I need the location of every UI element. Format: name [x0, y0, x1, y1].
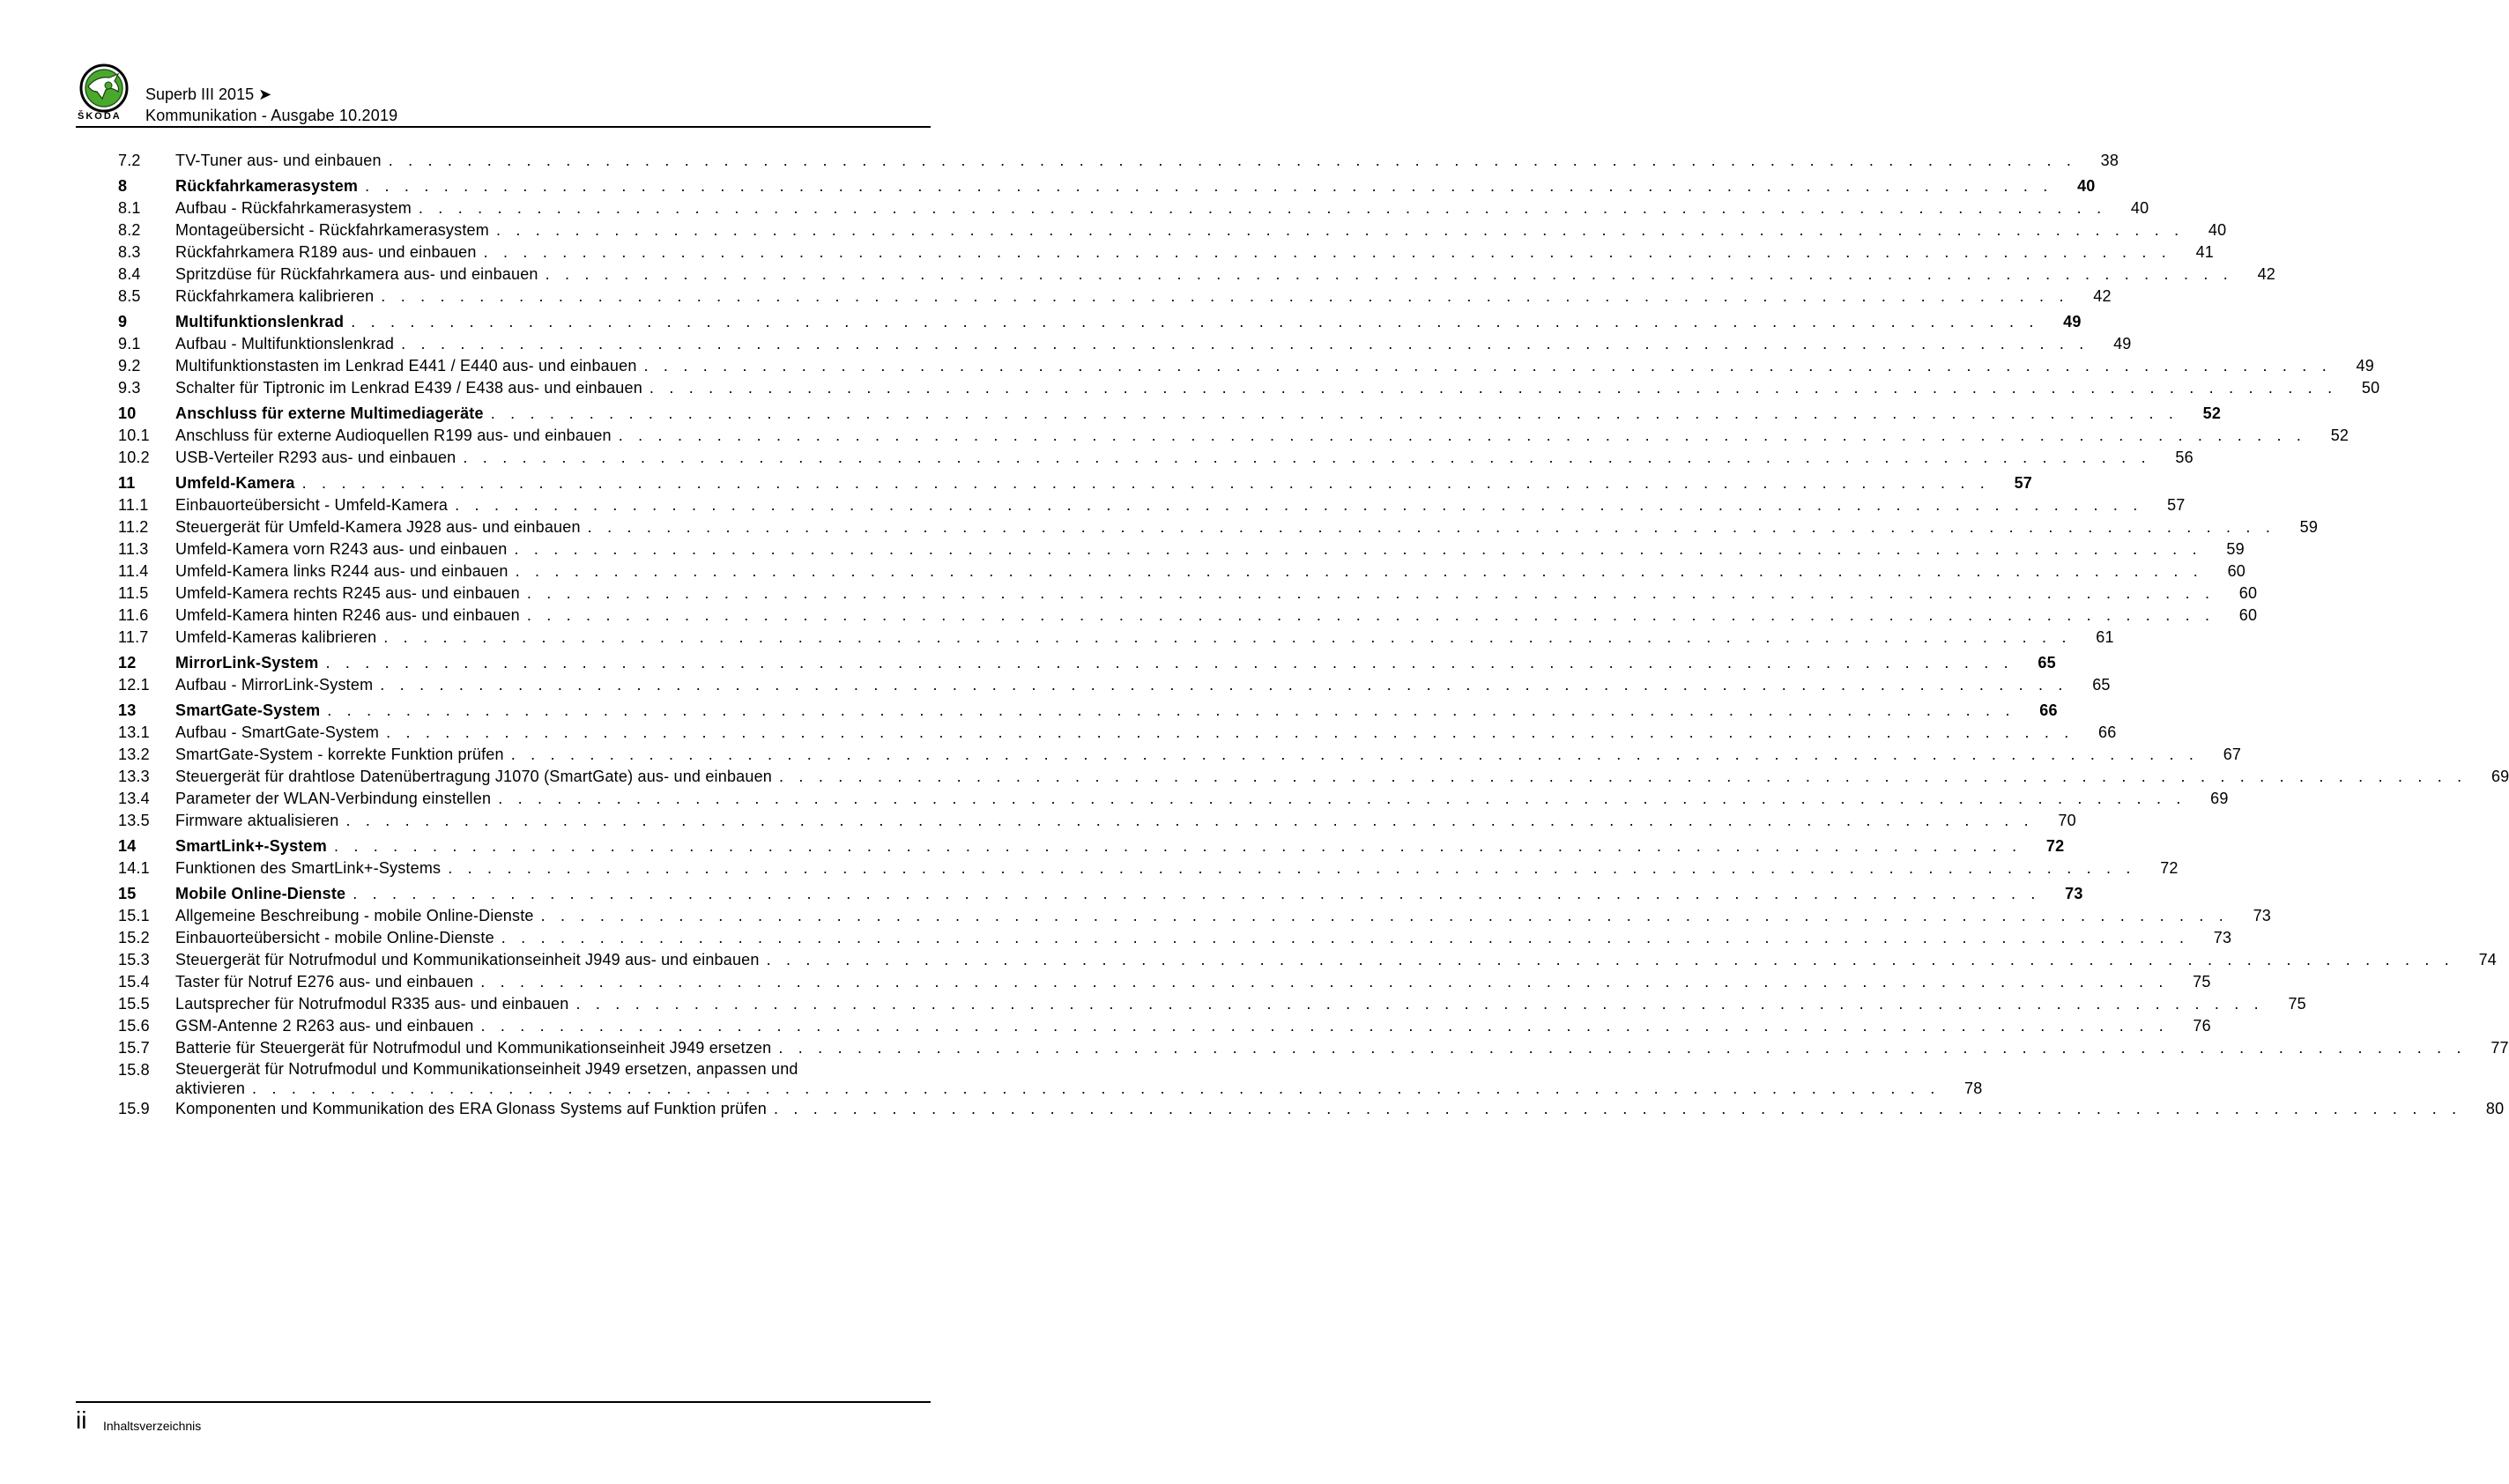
toc-page-number: 66: [2098, 723, 2117, 741]
toc-title: Spritzdüse für Rückfahrkamera aus- und einbauen: [175, 263, 546, 286]
toc-entry-row[interactable]: [118, 971, 2211, 993]
toc-page-number: 76: [2193, 1017, 2211, 1035]
dot-leader: . . . . . . . . . . . . . . . . . . . . . . . . . . . . . . . . . . . . . . . . . . . . . . . . . . . . . . . . . . . . . . . . . . . . . . . . . . . . . . . . . . . . . .: [490, 404, 2179, 422]
header-subtitle: Kommunikation - Ausgabe 10.2019: [145, 107, 398, 124]
toc-title: Anschluss für externe Multimediageräte: [175, 403, 491, 425]
toc-title: Steuergerät für Notrufmodul und Kommunikationseinheit J949 ersetzen, anpassen und: [175, 1060, 798, 1078]
toc-chapter-row[interactable]: [118, 883, 2083, 905]
toc-number: 15.2: [118, 929, 150, 946]
toc-title: Steuergerät für drahtlose Datenübertragung J1070 (SmartGate) aus- und einbauen: [175, 766, 779, 788]
toc-number: 15.5: [118, 995, 150, 1013]
dot-leader: . . . . . . . . . . . . . . . . . . . . . . . . . . . . . . . . . . . . . . . . . . . . . . . . . . . . . . . . . . . . . . . . . . . . . . . . . . . . . . . . . . . . . .: [448, 859, 2136, 877]
toc-number: 13: [118, 701, 137, 719]
toc-number: 9.3: [118, 379, 141, 397]
toc-page-number: 40: [2208, 221, 2227, 239]
toc-entry-row[interactable]: [118, 627, 2114, 649]
toc-entry-row[interactable]: [118, 286, 2112, 308]
toc-entry-row[interactable]: [118, 1059, 1983, 1098]
dot-leader: . . . . . . . . . . . . . . . . . . . . . . . . . . . . . . . . . . . . . . . . . . . . . . . . . . . . . . . . . . . . . . . . . . . . . . . . . . . . . . . . . . . . . .: [526, 584, 2216, 602]
toc-page-number: 75: [2288, 995, 2306, 1013]
toc-title: Aufbau - Rückfahrkamerasystem: [175, 197, 419, 219]
toc-title: Multifunktionslenkrad: [175, 311, 351, 333]
toc-title: Multifunktionstasten im Lenkrad E441 / E440 aus- und einbauen: [175, 355, 644, 377]
toc-title: Steuergerät für Umfeld-Kamera J928 aus- und einbauen: [175, 516, 588, 538]
toc-entry-row[interactable]: [118, 1037, 2509, 1059]
toc-entry-row[interactable]: [118, 333, 2132, 355]
toc-entry-row[interactable]: [118, 744, 2242, 766]
toc-number: 8.5: [118, 287, 141, 305]
toc-number: 8.3: [118, 243, 141, 261]
toc-entry-row[interactable]: [118, 241, 2214, 263]
toc-page-number: 75: [2193, 973, 2211, 991]
toc-entry-row[interactable]: [118, 494, 2186, 516]
toc-page-number: 67: [2223, 746, 2242, 763]
toc-title: Umfeld-Kamera vorn R243 aus- und einbauen: [175, 538, 514, 560]
toc-number: 13.5: [118, 812, 150, 829]
toc-title: Funktionen des SmartLink+-Systems: [175, 857, 448, 879]
toc-title: Allgemeine Beschreibung - mobile Online-Dienste: [175, 905, 541, 927]
toc-title: Rückfahrkamerasystem: [175, 175, 365, 197]
page-header: [76, 62, 931, 128]
table-of-contents: [118, 150, 2509, 1120]
dot-leader: . . . . . . . . . . . . . . . . . . . . . . . . . . . . . . . . . . . . . . . . . . . . . . . . . . . . . . . . . . . . . . . . . . . . . . . . . . . . . . . . . . . . . .: [480, 973, 2169, 991]
toc-chapter-row[interactable]: [118, 472, 2033, 494]
dot-leader: . . . . . . . . . . . . . . . . . . . . . . . . . . . . . . . . . . . . . . . . . . . . . . . . . . . . . . . . . . . . . . . . . . . . . . . . . . . . . . . . . . . . . .: [480, 1017, 2169, 1035]
toc-entry-row[interactable]: [118, 949, 2497, 971]
toc-page-number: 80: [2485, 1100, 2505, 1117]
toc-entry-row[interactable]: [118, 927, 2232, 949]
toc-number: 10.1: [118, 427, 150, 444]
toc-entry-row[interactable]: [118, 355, 2374, 377]
toc-number: 11: [118, 474, 136, 492]
toc-number: 10.2: [118, 449, 150, 466]
toc-number: 11.5: [118, 584, 149, 602]
dot-leader: . . . . . . . . . . . . . . . . . . . . . . . . . . . . . . . . . . . . . . . . . . . . . . . . . . . . . . . . . . . . . . . . . . . . . . . . . . . . . . . . . . . . . .: [252, 1080, 1941, 1097]
toc-page-number: 41: [2195, 243, 2214, 261]
dot-leader: . . . . . . . . . . . . . . . . . . . . . . . . . . . . . . . . . . . . . . . . . . . . . . . . . . . . . . . . . . . . . . . . . . . . . . . . . . . . . . . . . . . . . .: [483, 243, 2171, 261]
toc-entry-row[interactable]: [118, 219, 2227, 241]
toc-title: Montageübersicht - Rückfahrkamerasystem: [175, 219, 496, 241]
toc-page-number: 69: [2490, 768, 2509, 785]
dot-leader: . . . . . . . . . . . . . . . . . . . . . . . . . . . . . . . . . . . . . . . . . . . . . . . . . . . . . . . . . . . . . . . . . . . . . . . . . . . . . . . . . . . . . .: [575, 995, 2264, 1013]
toc-title: Batterie für Steuergerät für Notrufmodul und Kommunikationseinheit J949 ersetzen: [175, 1037, 778, 1059]
toc-entry-row[interactable]: [118, 788, 2229, 810]
toc-page-number: 59: [2226, 540, 2245, 558]
dot-leader: . . . . . . . . . . . . . . . . . . . . . . . . . . . . . . . . . . . . . . . . . . . . . . . . . . . . . . . . . . . . . . . . . . . . . . . . . . . . . . . . . . . . . .: [649, 379, 2338, 397]
dot-leader: . . . . . . . . . . . . . . . . . . . . . . . . . . . . . . . . . . . . . . . . . . . . . . . . . . . . . . . . . . . . . . . . . . . . . . . . . . . . . . . . . . . . . .: [386, 723, 2075, 741]
dot-leader: . . . . . . . . . . . . . . . . . . . . . . . . . . . . . . . . . . . . . . . . . . . . . . . . . . . . . . . . . . . . . . . . . . . . . . . . . . . . . . . . . . . . . .: [515, 562, 2203, 580]
dot-leader: . . . . . . . . . . . . . . . . . . . . . . . . . . . . . . . . . . . . . . . . . . . . . . . . . . . . . . . . . . . . . . . . . . . . . . . . . . . . . . . . . . . . . .: [498, 790, 2186, 807]
toc-page-number: 49: [2356, 357, 2374, 375]
toc-page-number: 38: [2100, 152, 2119, 169]
toc-number: 15.6: [118, 1017, 150, 1035]
toc-title: Aufbau - MirrorLink-System: [175, 674, 380, 696]
dot-leader: . . . . . . . . . . . . . . . . . . . . . . . . . . . . . . . . . . . . . . . . . . . . . . . . . . . . . . . . . . . . . . . . . . . . . . . . . . . . . . . . . . . . . .: [545, 265, 2233, 283]
toc-number: 11.3: [118, 540, 149, 558]
toc-number: 10: [118, 404, 137, 422]
toc-title: Mobile Online-Dienste: [175, 883, 353, 905]
toc-entry-row[interactable]: [118, 516, 2319, 538]
toc-title: TV-Tuner aus- und einbauen: [175, 150, 389, 172]
toc-page-number: 60: [2238, 584, 2258, 602]
toc-page-number: 78: [1964, 1080, 1983, 1097]
toc-title: Steuergerät für Notrufmodul und Kommunikationseinheit J949 aus- und einbauen: [175, 949, 767, 971]
toc-number: 12: [118, 654, 137, 672]
toc-entry-row[interactable]: [118, 810, 2076, 832]
dot-leader: . . . . . . . . . . . . . . . . . . . . . . . . . . . . . . . . . . . . . . . . . . . . . . . . . . . . . . . . . . . . . . . . . . . . . . . . . . . . . . . . . . . . . .: [383, 628, 2072, 646]
toc-page-number: 73: [2065, 885, 2083, 902]
toc-chapter-row[interactable]: [118, 175, 2096, 197]
toc-page-number: 65: [2038, 654, 2056, 672]
dot-leader: . . . . . . . . . . . . . . . . . . . . . . . . . . . . . . . . . . . . . . . . . . . . . . . . . . . . . . . . . . . . . . . . . . . . . . . . . . . . . . . . . . . . . .: [778, 1039, 2467, 1057]
skoda-arrow-icon: [79, 63, 129, 113]
toc-number: 14.1: [118, 859, 150, 877]
dot-leader: . . . . . . . . . . . . . . . . . . . . . . . . . . . . . . . . . . . . . . . . . . . . . . . . . . . . . . . . . . . . . . . . . . . . . . . . . . . . . . . . . . . . . .: [401, 335, 2090, 352]
toc-page-number: 60: [2238, 606, 2258, 624]
toc-number: 9.1: [118, 335, 141, 352]
toc-number: 13.4: [118, 790, 150, 807]
toc-title: GSM-Antenne 2 R263 aus- und einbauen: [175, 1015, 480, 1037]
toc-title: Umfeld-Kamera links R244 aus- und einbauen: [175, 560, 516, 582]
toc-title: SmartGate-System: [175, 700, 327, 722]
toc-title: Komponenten und Kommunikation des ERA Glonass Systems auf Funktion prüfen: [175, 1098, 774, 1120]
toc-page-number: 70: [2058, 812, 2076, 829]
toc-title: Umfeld-Kamera rechts R245 aus- und einbauen: [175, 582, 527, 605]
toc-entry-row[interactable]: [118, 857, 2179, 879]
toc-number: 13.3: [118, 768, 150, 785]
dot-leader: . . . . . . . . . . . . . . . . . . . . . . . . . . . . . . . . . . . . . . . . . . . . . . . . . . . . . . . . . . . . . . . . . . . . . . . . . . . . . . . . . . . . . .: [418, 199, 2107, 217]
toc-number: 11.1: [118, 496, 149, 514]
toc-page-number: 65: [2092, 676, 2111, 694]
toc-title-continuation: aktivieren: [175, 1079, 252, 1098]
toc-page-number: 52: [2202, 404, 2222, 422]
dot-leader: . . . . . . . . . . . . . . . . . . . . . . . . . . . . . . . . . . . . . . . . . . . . . . . . . . . . . . . . . . . . . . . . . . . . . . . . . . . . . . . . . . . . . .: [779, 768, 2468, 785]
toc-title: Parameter der WLAN-Verbindung einstellen: [175, 788, 498, 810]
toc-title: SmartLink+-System: [175, 835, 334, 857]
toc-entry-row[interactable]: [118, 722, 2117, 744]
toc-entry-row[interactable]: [118, 1015, 2211, 1037]
dot-leader: . . . . . . . . . . . . . . . . . . . . . . . . . . . . . . . . . . . . . . . . . . . . . . . . . . . . . . . . . . . . . . . . . . . . . . . . . . . . . . . . . . . . . .: [618, 427, 2307, 444]
toc-page-number: 49: [2113, 335, 2132, 352]
toc-entry-row[interactable]: [118, 197, 2149, 219]
toc-number: 15.4: [118, 973, 150, 991]
toc-chapter-row[interactable]: [118, 835, 2065, 857]
toc-page-number: 77: [2490, 1039, 2509, 1057]
toc-number: 9: [118, 313, 128, 330]
header-rule: [76, 126, 931, 128]
toc-page-number: 42: [2257, 265, 2275, 283]
toc-page-number: 73: [2213, 929, 2232, 946]
toc-number: 8: [118, 177, 128, 195]
footer-rule: [76, 1401, 931, 1403]
toc-chapter-row[interactable]: [118, 311, 2082, 333]
toc-number: 15.8: [118, 1061, 150, 1079]
toc-page-number: 49: [2063, 313, 2082, 330]
dot-leader: . . . . . . . . . . . . . . . . . . . . . . . . . . . . . . . . . . . . . . . . . . . . . . . . . . . . . . . . . . . . . . . . . . . . . . . . . . . . . . . . . . . . . .: [380, 676, 2068, 694]
dot-leader: . . . . . . . . . . . . . . . . . . . . . . . . . . . . . . . . . . . . . . . . . . . . . . . . . . . . . . . . . . . . . . . . . . . . . . . . . . . . . . . . . . . . . .: [540, 907, 2229, 924]
toc-page-number: 52: [2330, 427, 2349, 444]
toc-number: 8.4: [118, 265, 141, 283]
toc-entry-row[interactable]: [118, 766, 2509, 788]
toc-number: 12.1: [118, 676, 150, 694]
toc-entry-row[interactable]: [118, 425, 2349, 447]
dot-leader: . . . . . . . . . . . . . . . . . . . . . . . . . . . . . . . . . . . . . . . . . . . . . . . . . . . . . . . . . . . . . . . . . . . . . . . . . . . . . . . . . . . . . .: [327, 701, 2015, 719]
toc-chapter-row[interactable]: [118, 403, 2222, 425]
toc-entry-row[interactable]: [118, 560, 2245, 582]
toc-page-number: 74: [2478, 951, 2497, 968]
toc-title: Schalter für Tiptronic im Lenkrad E439 / E438 aus- und einbauen: [175, 377, 650, 399]
toc-number: 11.6: [118, 606, 149, 624]
toc-page-number: 61: [2096, 628, 2114, 646]
dot-leader: . . . . . . . . . . . . . . . . . . . . . . . . . . . . . . . . . . . . . . . . . . . . . . . . . . . . . . . . . . . . . . . . . . . . . . . . . . . . . . . . . . . . . .: [351, 313, 2039, 330]
footer-label: Inhaltsverzeichnis: [103, 1419, 202, 1433]
toc-entry-row[interactable]: [118, 377, 2380, 399]
toc-entry-row[interactable]: [118, 538, 2245, 560]
toc-page-number: 40: [2077, 177, 2096, 195]
dot-leader: . . . . . . . . . . . . . . . . . . . . . . . . . . . . . . . . . . . . . . . . . . . . . . . . . . . . . . . . . . . . . . . . . . . . . . . . . . . . . . . . . . . . . .: [388, 152, 2077, 169]
toc-page-number: 60: [2227, 562, 2245, 580]
toc-page-number: 42: [2093, 287, 2112, 305]
toc-title: Aufbau - Multifunktionslenkrad: [175, 333, 401, 355]
dot-leader: . . . . . . . . . . . . . . . . . . . . . . . . . . . . . . . . . . . . . . . . . . . . . . . . . . . . . . . . . . . . . . . . . . . . . . . . . . . . . . . . . . . . . .: [365, 177, 2053, 195]
dot-leader: . . . . . . . . . . . . . . . . . . . . . . . . . . . . . . . . . . . . . . . . . . . . . . . . . . . . . . . . . . . . . . . . . . . . . . . . . . . . . . . . . . . . . .: [643, 357, 2332, 375]
toc-title: Aufbau - SmartGate-System: [175, 722, 386, 744]
toc-page-number: 72: [2160, 859, 2179, 877]
toc-page-number: 59: [2299, 518, 2319, 536]
toc-title: Umfeld-Kamera: [175, 472, 302, 494]
toc-page-number: 57: [2167, 496, 2186, 514]
toc-number: 13.1: [118, 723, 150, 741]
toc-number: 15: [118, 885, 137, 902]
toc-title: MirrorLink-System: [175, 652, 325, 674]
toc-entry-row[interactable]: [118, 905, 2271, 927]
dot-leader: . . . . . . . . . . . . . . . . . . . . . . . . . . . . . . . . . . . . . . . . . . . . . . . . . . . . . . . . . . . . . . . . . . . . . . . . . . . . . . . . . . . . . .: [381, 287, 2069, 305]
toc-entry-row[interactable]: [118, 150, 2119, 172]
dot-leader: . . . . . . . . . . . . . . . . . . . . . . . . . . . . . . . . . . . . . . . . . . . . . . . . . . . . . . . . . . . . . . . . . . . . . . . . . . . . . . . . . . . . . .: [353, 885, 2041, 902]
toc-page-number: 50: [2361, 379, 2380, 397]
toc-number: 9.2: [118, 357, 141, 375]
toc-entry-row[interactable]: [118, 993, 2306, 1015]
toc-number: 14: [118, 837, 137, 855]
toc-title: USB-Verteiler R293 aus- und einbauen: [175, 447, 463, 469]
toc-number: 15.3: [118, 951, 150, 968]
brand-name: ŠKODA: [78, 111, 122, 122]
dot-leader: . . . . . . . . . . . . . . . . . . . . . . . . . . . . . . . . . . . . . . . . . . . . . . . . . . . . . . . . . . . . . . . . . . . . . . . . . . . . . . . . . . . . . .: [301, 474, 1991, 492]
toc-page-number: 56: [2175, 449, 2194, 466]
toc-entry-row[interactable]: [118, 263, 2275, 286]
toc-title: Rückfahrkamera kalibrieren: [175, 286, 381, 308]
toc-page-number: 72: [2045, 837, 2065, 855]
footer-page-number: ii: [76, 1406, 87, 1434]
dot-leader: . . . . . . . . . . . . . . . . . . . . . . . . . . . . . . . . . . . . . . . . . . . . . . . . . . . . . . . . . . . . . . . . . . . . . . . . . . . . . . . . . . . . . .: [514, 540, 2202, 558]
toc-title: Umfeld-Kameras kalibrieren: [175, 627, 383, 649]
toc-entry-row[interactable]: [118, 447, 2194, 469]
toc-title: Umfeld-Kamera hinten R246 aus- und einbauen: [175, 605, 527, 627]
toc-entry-row[interactable]: [118, 1098, 2505, 1120]
toc-page-number: 57: [2014, 474, 2033, 492]
toc-title: Rückfahrkamera R189 aus- und einbauen: [175, 241, 484, 263]
toc-entry-row[interactable]: [118, 582, 2258, 605]
toc-title: Lautsprecher für Notrufmodul R335 aus- und einbauen: [175, 993, 575, 1015]
toc-page-number: 40: [2130, 199, 2149, 217]
dot-leader: . . . . . . . . . . . . . . . . . . . . . . . . . . . . . . . . . . . . . . . . . . . . . . . . . . . . . . . . . . . . . . . . . . . . . . . . . . . . . . . . . . . . . .: [495, 221, 2185, 239]
toc-title: Anschluss für externe Audioquellen R199 aus- und einbauen: [175, 425, 619, 447]
toc-title: SmartGate-System - korrekte Funktion prüfen: [175, 744, 511, 766]
dot-leader: . . . . . . . . . . . . . . . . . . . . . . . . . . . . . . . . . . . . . . . . . . . . . . . . . . . . . . . . . . . . . . . . . . . . . . . . . . . . . . . . . . . . . .: [510, 746, 2200, 763]
toc-page-number: 66: [2039, 701, 2058, 719]
toc-page-number: 69: [2210, 790, 2229, 807]
dot-leader: . . . . . . . . . . . . . . . . . . . . . . . . . . . . . . . . . . . . . . . . . . . . . . . . . . . . . . . . . . . . . . . . . . . . . . . . . . . . . . . . . . . . . .: [773, 1100, 2462, 1117]
toc-title: Einbauorteübersicht - mobile Online-Dienste: [175, 927, 501, 949]
dot-leader: . . . . . . . . . . . . . . . . . . . . . . . . . . . . . . . . . . . . . . . . . . . . . . . . . . . . . . . . . . . . . . . . . . . . . . . . . . . . . . . . . . . . . .: [587, 518, 2276, 536]
toc-number: 7.2: [118, 152, 141, 169]
toc-number: 13.2: [118, 746, 150, 763]
dot-leader: . . . . . . . . . . . . . . . . . . . . . . . . . . . . . . . . . . . . . . . . . . . . . . . . . . . . . . . . . . . . . . . . . . . . . . . . . . . . . . . . . . . . . .: [766, 951, 2454, 968]
dot-leader: . . . . . . . . . . . . . . . . . . . . . . . . . . . . . . . . . . . . . . . . . . . . . . . . . . . . . . . . . . . . . . . . . . . . . . . . . . . . . . . . . . . . . .: [333, 837, 2023, 855]
toc-number: 11.4: [118, 562, 149, 580]
toc-number: 8.2: [118, 221, 141, 239]
toc-number: 15.1: [118, 907, 150, 924]
toc-title: Taster für Notruf E276 aus- und einbauen: [175, 971, 480, 993]
toc-chapter-row[interactable]: [118, 700, 2058, 722]
dot-leader: . . . . . . . . . . . . . . . . . . . . . . . . . . . . . . . . . . . . . . . . . . . . . . . . . . . . . . . . . . . . . . . . . . . . . . . . . . . . . . . . . . . . . .: [501, 929, 2190, 946]
toc-title-continuation-line: [118, 1079, 1983, 1098]
toc-number: 11.2: [118, 518, 149, 536]
toc-chapter-row[interactable]: [118, 652, 2056, 674]
toc-number: 15.7: [118, 1039, 150, 1057]
dot-leader: . . . . . . . . . . . . . . . . . . . . . . . . . . . . . . . . . . . . . . . . . . . . . . . . . . . . . . . . . . . . . . . . . . . . . . . . . . . . . . . . . . . . . .: [325, 654, 2014, 672]
dot-leader: . . . . . . . . . . . . . . . . . . . . . . . . . . . . . . . . . . . . . . . . . . . . . . . . . . . . . . . . . . . . . . . . . . . . . . . . . . . . . . . . . . . . . .: [455, 496, 2143, 514]
toc-title: Firmware aktualisieren: [175, 810, 345, 832]
dot-leader: . . . . . . . . . . . . . . . . . . . . . . . . . . . . . . . . . . . . . . . . . . . . . . . . . . . . . . . . . . . . . . . . . . . . . . . . . . . . . . . . . . . . . .: [345, 812, 2034, 829]
toc-entry-row[interactable]: [118, 605, 2258, 627]
toc-number: 8.1: [118, 199, 141, 217]
skoda-logo: [76, 63, 132, 113]
toc-entry-row[interactable]: [118, 674, 2111, 696]
toc-title: Einbauorteübersicht - Umfeld-Kamera: [175, 494, 455, 516]
dot-leader: . . . . . . . . . . . . . . . . . . . . . . . . . . . . . . . . . . . . . . . . . . . . . . . . . . . . . . . . . . . . . . . . . . . . . . . . . . . . . . . . . . . . . .: [526, 606, 2216, 624]
dot-leader: . . . . . . . . . . . . . . . . . . . . . . . . . . . . . . . . . . . . . . . . . . . . . . . . . . . . . . . . . . . . . . . . . . . . . . . . . . . . . . . . . . . . . .: [463, 449, 2151, 466]
toc-page-number: 73: [2253, 907, 2271, 924]
toc-number: 11.7: [118, 628, 149, 646]
toc-number: 15.9: [118, 1100, 150, 1117]
header-model: Superb III 2015 ➤: [145, 85, 272, 103]
